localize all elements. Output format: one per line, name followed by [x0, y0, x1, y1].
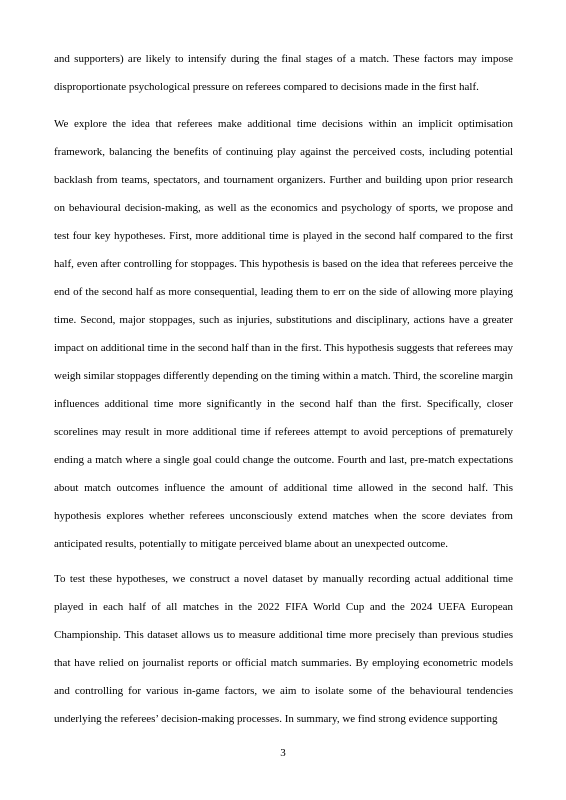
paragraph-continuation: and supporters) are likely to intensify during the final stages of a match. These factors may impose disproportionate psychological pressure on referees compared to decisions made in the first half.	[54, 53, 513, 93]
page-number: 3	[280, 747, 286, 759]
paragraph-dataset: To test these hypotheses, we construct a novel dataset by manually recording actual additional time played in each half of all matches in the 2022 FIFA World Cup and the 2024 UEFA European Championship. This dataset allows us to measure additional time more precisely than previous studies that have relied on journalist reports or official match summaries. By employing econometric models and controlling for various in-game factors, we aim to isolate some of the behavioural tendencies underlying the referees’ decision-making processes. In summary, we find strong evidence supporting	[54, 573, 513, 725]
paragraph-hypotheses: We explore the idea that referees make additional time decisions within an implicit optimisation framework, balancing the benefits of continuing play against the perceived costs, including potential backlash from teams, spectators, and tournament organizers. Further and building upon prior research on behavioural decision-making, as well as the economics and psychology of sports, we propose and test four key hypotheses. First, more additional time is played in the second half compared to the first half, even after controlling for stoppages. This hypothesis is based on the idea that referees perceive the end of the second half as more consequential, leading them to err on the side of allowing more playing time. Second, major stoppages, such as injuries, substitutions and disciplinary, actions have a greater impact on additional time in the second half than in the first. This hypothesis suggests that referees may weigh similar stoppages differently depending on the timing within a match. Third, the scoreline margin influences additional time more significantly in the second half than the first. Specifically, closer scorelines may result in more additional time if referees attempt to avoid perceptions of prematurely ending a match where a single goal could change the outcome. Fourth and last, pre-match expectations about match outcomes influence the amount of additional time allowed in the second half. This hypothesis explores whether referees unconsciously extend matches when the score deviates from anticipated results, potentially to mitigate perceived blame about an unexpected outcome.	[54, 118, 513, 550]
